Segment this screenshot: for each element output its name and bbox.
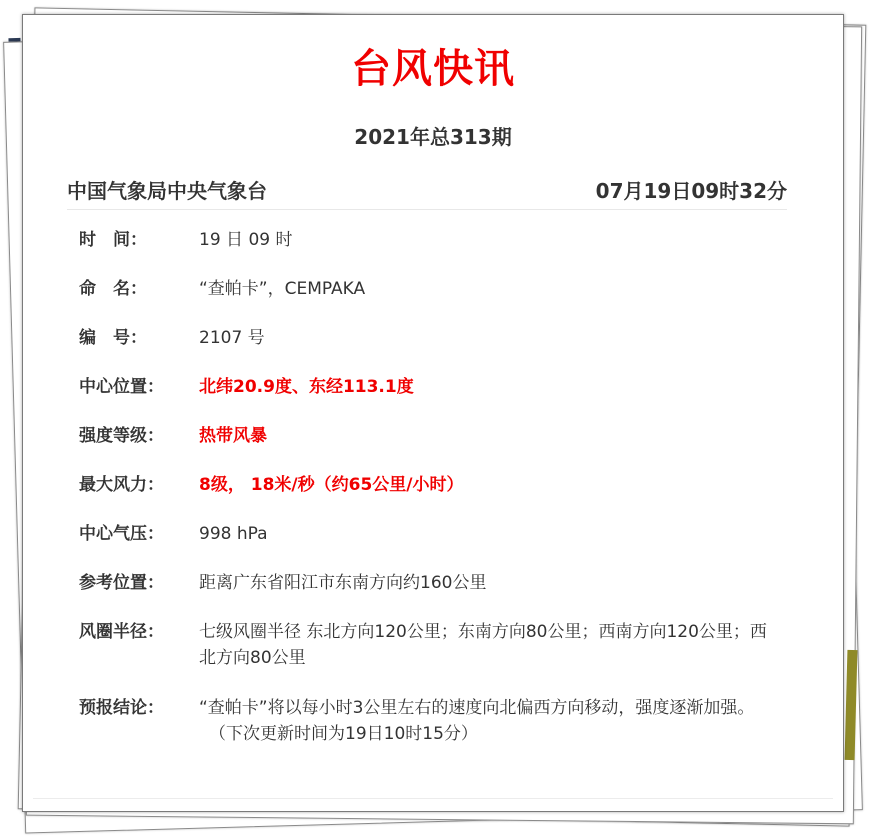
bulletin-title: 台风快讯 <box>351 46 515 92</box>
row-label: 命 名： <box>79 279 147 299</box>
info-row-intensity <box>79 423 779 449</box>
next-update-note: （下次更新时间为19日10时15分） <box>209 724 478 744</box>
row-value: 2107 号 <box>199 328 265 348</box>
source-agency: 中国气象局中央气象台 <box>67 179 267 203</box>
source-row <box>67 175 787 210</box>
info-row-time <box>79 227 779 253</box>
row-value: 998 hPa <box>199 524 268 544</box>
row-value: 距离广东省阳江市东南方向约160公里 <box>199 573 487 593</box>
info-row-name <box>79 276 779 302</box>
row-label: 风圈半径： <box>79 622 164 642</box>
info-row-center-position <box>79 374 779 400</box>
row-value: 19 日 09 时 <box>199 230 293 250</box>
row-label: 时 间： <box>79 230 147 250</box>
row-label: 编 号： <box>79 328 147 348</box>
row-label: 最大风力： <box>79 475 164 495</box>
row-value: 七级风圈半径 东北方向120公里；东南方向80公里；西南方向120公里；西北方向80公里 <box>199 622 767 668</box>
publish-time: 07月19日09时32分 <box>595 179 787 203</box>
row-label: 参考位置： <box>79 573 164 593</box>
row-value: “查帕卡”，CEMPAKA <box>199 279 366 299</box>
info-row-reference-position <box>79 570 779 596</box>
row-label: 中心位置： <box>79 377 164 397</box>
info-row-forecast <box>79 695 779 747</box>
row-value: 8级， 18米/秒（约65公里/小时） <box>199 475 464 495</box>
row-label: 预报结论： <box>79 698 164 718</box>
info-row-number <box>79 325 779 351</box>
row-label: 强度等级： <box>79 426 164 446</box>
row-value: 北纬20.9度、东经113.1度 <box>199 377 414 397</box>
info-row-pressure <box>79 521 779 547</box>
forecast-text: “查帕卡”将以每小时3公里左右的速度向北偏西方向移动，强度逐渐加强。 <box>199 698 755 718</box>
row-label: 中心气压： <box>79 524 164 544</box>
info-row-wind-radius <box>79 619 779 671</box>
issue-number: 2021年总313期 <box>354 125 512 149</box>
row-value-container <box>199 695 779 747</box>
info-row-max-wind <box>79 472 779 498</box>
footer-divider <box>33 798 833 799</box>
row-value: 热带风暴 <box>199 426 267 446</box>
bulletin-card <box>22 14 844 812</box>
